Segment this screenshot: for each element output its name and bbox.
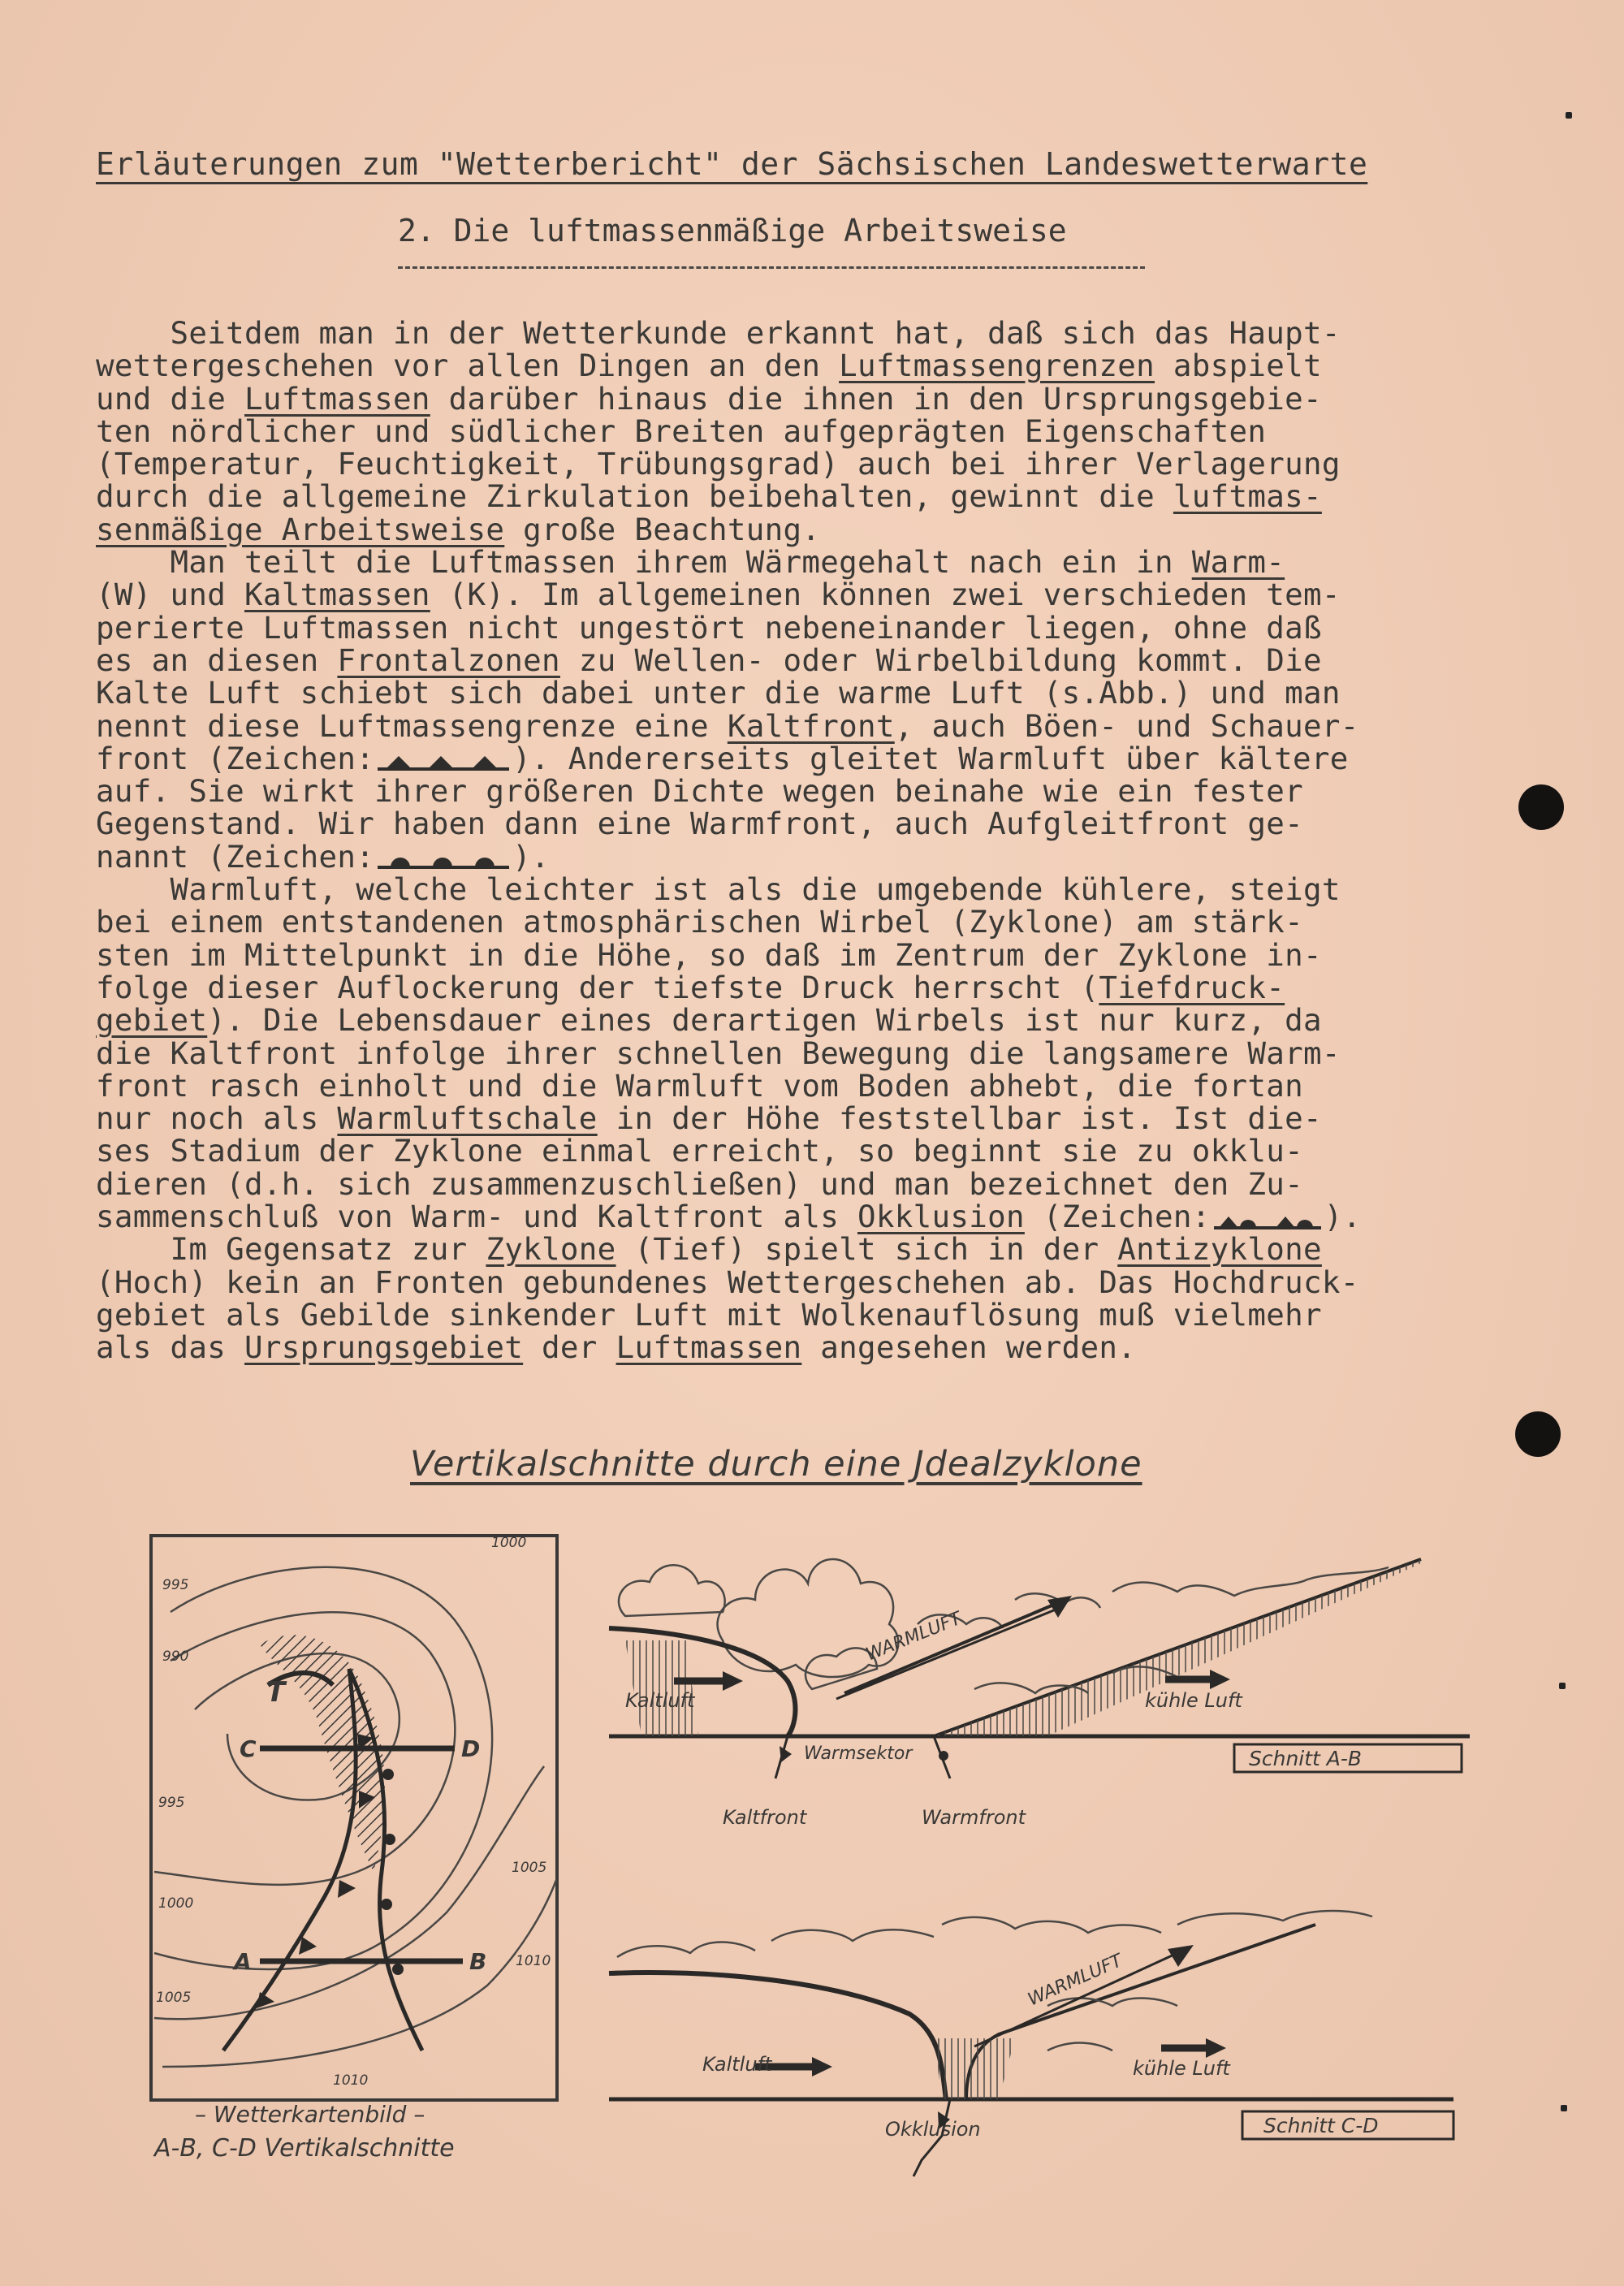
heading-dashed-rule [398,266,1145,269]
text-line: Man teilt die Luftmassen ihrem Wärmegehalt nach ein in Warm- [96,544,1285,581]
underlined-term: luftmas- [1173,478,1322,515]
text-line: Warmluft, welche leichter ist als die umgebende kühlere, steigt [96,871,1341,908]
body-text [96,317,1476,1364]
isobar-label: 1005 [512,1860,547,1876]
text-line: gebiet als Gebilde sinkender Luft mit Wolkenauflösung muß vielmehr [96,1296,1322,1333]
text-line: gebiet). Die Lebensdauer eines derartigen Wirbels ist nur kurz, da [96,1002,1322,1039]
text-line: nennt diese Luftmassengrenze eine Kaltfront, auch Böen- und Schauer- [96,707,1359,744]
underlined-term: Kaltmassen [244,577,430,613]
isobar-label: 995 [162,1577,189,1593]
punch-hole-upper [1518,784,1564,830]
cold-front-symbol-icon [374,746,512,774]
rain-shafts [625,1640,698,1736]
occlusion-symbol-icon [1211,1205,1324,1233]
text-line: ten nördlicher und südlicher Breiten aufgeprägten Eigenschaften [96,413,1267,449]
text-line: auf. Sie wirkt ihrer größeren Dichte wegen beinahe wie ein fester [96,773,1303,810]
underlined-term: Antizyklone [1117,1231,1322,1268]
underlined-term: Luftmassen [615,1329,802,1366]
isobar [154,1567,492,1969]
text-line: wettergeschehen vor allen Dingen an den Luftmassengrenzen abspielt [96,348,1322,384]
text-line: front rasch einholt und die Warmluft vom Boden abhebt, die fortan [96,1067,1303,1104]
cold-air-boundary [609,1973,946,2099]
occlusion-shading [934,2038,1015,2099]
map-caption: – Wetterkartenbild – [195,2101,425,2128]
text-line: folge dieser Auflockerung der tiefste Druck herrscht (Tiefdruck- [96,969,1285,1005]
kuehle-luft-label: kühle Luft [1145,1689,1242,1712]
figure-title: Vertikalschnitte durch eine Jdealzyklone [410,1444,1142,1484]
low-symbol: T [266,1676,286,1709]
point-b-label: B [469,1948,487,1975]
text-line: Seitdem man in der Wetterkunde erkannt hat, daß sich das Haupt- [96,315,1341,351]
underlined-term: senmäßige Arbeitsweise [96,511,505,547]
text-line: die Kaltfront infolge ihrer schnellen Bewegung die langsamere Warm- [96,1035,1341,1071]
point-d-label: D [461,1735,481,1762]
warmluft-arrow [974,1953,1177,2046]
text-line: Im Gegensatz zur Zyklone (Tief) spielt sich in der Antizyklone [96,1231,1322,1268]
section-heading: 2. Die luftmassenmäßige Arbeitsweise [398,213,1067,248]
weather-map [146,1531,568,2103]
underlined-term: Okklusion [857,1199,1025,1235]
isobar-label: 1010 [516,1953,551,1969]
section-cd-diagram [593,1892,1478,2225]
ink-speck [1561,2105,1567,2111]
isobar-label: 1000 [491,1535,527,1551]
text-line: und die Luftmassen darüber hinaus die ihnen in den Ursprungsgebie- [96,380,1322,417]
text-line: als das Ursprungsgebiet der Luftmassen angesehen werden. [96,1329,1137,1366]
text-line: perierte Luftmassen nicht ungestört nebeneinander liegen, ohne daß [96,609,1322,646]
text-line: durch die allgemeine Zirkulation beibehalten, gewinnt die luftmas- [96,478,1322,515]
text-line: (W) und Kaltmassen (K). Im allgemeinen können zwei verschieden tem- [96,577,1341,613]
underlined-term: Luftmassengrenzen [839,348,1155,384]
kuehle-luft-label: kühle Luft [1133,2057,1230,2080]
text-line: front (Zeichen: ). Andererseits gleitet Warmluft über kältere [96,740,1349,776]
underlined-term: gebiet [96,1002,208,1039]
warm-sector-hatch [260,1635,385,1872]
underlined-term: Luftmassen [244,380,430,417]
page-title: Erläuterungen zum "Wetterbericht" der Sächsischen Landeswetterwarte [96,146,1368,182]
punch-hole-lower [1515,1411,1561,1457]
underlined-term: Ursprungsgebiet [244,1329,524,1366]
text-line: nur noch als Warmluftschale in der Höhe feststellbar ist. Ist die- [96,1100,1322,1137]
section-ab-diagram [593,1519,1478,1835]
text-line: nannt (Zeichen: ). [96,838,550,875]
isobar-label: 1010 [333,2072,369,2089]
warmluft-label: WARMLUFT [862,1608,965,1666]
text-line: bei einem entstandenen atmosphärischen Wirbel (Zyklone) am stärk- [96,904,1303,940]
text-line: (Hoch) kein an Fronten gebundenes Wettergeschehen ab. Das Hochdruck- [96,1264,1359,1300]
text-line: dieren (d.h. sich zusammenzuschließen) und man bezeichnet den Zu- [96,1165,1303,1202]
ink-speck [1559,1683,1566,1689]
isobar-label: 1000 [158,1895,194,1912]
warmfront-label: Warmfront [922,1806,1026,1829]
warmluft-label: WARMLUFT [1025,1951,1126,2011]
section-cd-label: Schnitt C-D [1263,2114,1379,2137]
isobar-label: 995 [158,1795,185,1811]
underlined-term: Frontalzonen [337,642,560,678]
text-line: sammenschluß von Warm- und Kaltfront als Okklusion (Zeichen: ). [96,1199,1362,1235]
warm-front-symbol-icon [374,845,512,872]
stratus-clouds [617,1911,1372,2050]
okklusion-label: Okklusion [885,2118,981,2141]
underlined-term: Kaltfront [727,707,895,744]
section-ab-label: Schnitt A-B [1249,1747,1363,1770]
kaltluft-label: Kaltluft [702,2053,772,2076]
kaltfront-label: Kaltfront [723,1806,807,1829]
point-c-label: C [240,1735,257,1762]
isobar-label: 1005 [156,1990,192,2006]
point-a-label: A [234,1948,252,1975]
text-line: es an diesen Frontalzonen zu Wellen- oder Wirbelbildung kommt. Die [96,642,1322,678]
warmsektor-label: Warmsektor [804,1744,913,1764]
text-line: (Temperatur, Feuchtigkeit, Trübungsgrad) auch bei ihrer Verlagerung [96,446,1341,482]
kaltluft-label: Kaltluft [625,1689,695,1712]
text-line: senmäßige Arbeitsweise große Beachtung. [96,511,821,547]
text-line: ses Stadium der Zyklone einmal erreicht, so beginnt sie zu okklu- [96,1133,1303,1169]
ink-speck [1566,112,1572,119]
text-line: sten im Mittelpunkt in die Höhe, so daß im Zentrum der Zyklone in- [96,936,1322,973]
underlined-term: Tiefdruck- [1099,969,1285,1005]
isobar-label: 990 [162,1649,189,1665]
underlined-term: Warm- [1191,544,1285,581]
text-line: Kalte Luft schiebt sich dabei unter die warme Luft (s.Abb.) und man [96,675,1341,711]
text-line: Gegenstand. Wir haben dann eine Warmfront, auch Aufgleitfront ge- [96,806,1303,842]
map-caption-sections: A-B, C-D Vertikalschnitte [154,2134,455,2163]
underlined-term: Zyklone [486,1231,616,1268]
underlined-term: Warmluftschale [337,1100,598,1137]
